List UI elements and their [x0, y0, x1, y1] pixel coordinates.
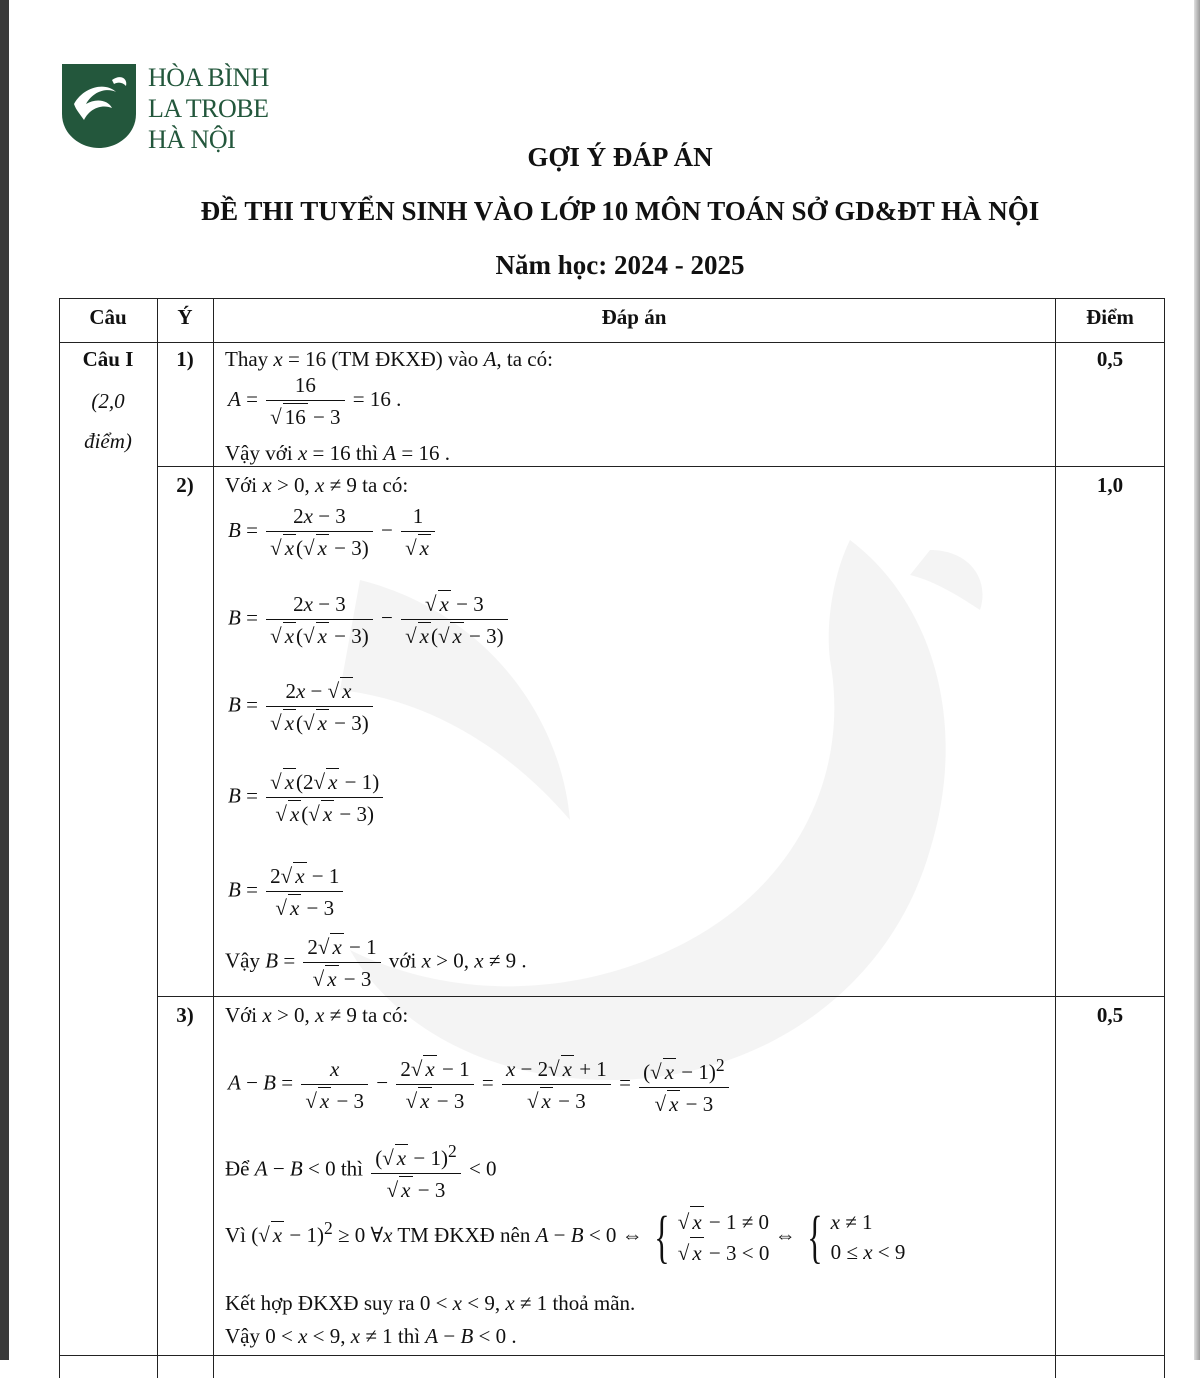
- table-border-top: [59, 298, 1165, 299]
- row-3-combine: Kết hợp ĐKXĐ suy ra 0 < x < 9, x ≠ 1 thoả mãn.: [225, 1291, 636, 1315]
- row-1-formula: A = $\frac{16}{√ 16 - 3}$ = 16 .: [228, 373, 402, 429]
- school-logo: [62, 62, 292, 152]
- row-2-conclusion: Vậy B = $\frac{2√ x - 1}{√ x - 3}$ với x > 0, x ≠ 9 .: [225, 935, 527, 991]
- section-points-a: (2,0: [91, 389, 125, 413]
- col-border-right: [1164, 298, 1165, 1378]
- row-divider-2: [157, 996, 1165, 997]
- row-3-reasoning: Vì (√ x − 1)$^2$ ≥ 0 ∀x TM ĐKXĐ nên A − B < 0 ⇔ { √ x − 1 ≠ 0 √ x − 3 < 0 ⇔ { x ≠ 1 0 ≤ x < 9: [225, 1204, 906, 1269]
- header-cau: Câu: [89, 305, 127, 329]
- document-subtitle: ĐỀ THI TUYỂN SINH VÀO LỚP 10 MÔN TOÁN SỞ GD&ĐT HÀ NỘI: [200, 196, 1040, 226]
- col-divider-1: [157, 298, 158, 1378]
- header-diem: Điểm: [1086, 305, 1134, 329]
- row-3-number: 3): [176, 1003, 194, 1027]
- header-y: Ý: [177, 305, 193, 329]
- row-1-line-1: Thay x = 16 (TM ĐKXĐ) vào A, ta có:: [225, 347, 553, 371]
- section-label: Câu I: [82, 347, 134, 371]
- row-2-condition: Với x > 0, x ≠ 9 ta có:: [225, 473, 409, 497]
- table-header-divider: [59, 342, 1165, 343]
- school-year: Năm học: 2024 - 2025: [495, 250, 745, 280]
- row-2-number: 2): [176, 473, 194, 497]
- section-points-b: điểm): [84, 429, 132, 453]
- row-divider-1: [157, 466, 1165, 467]
- table-border-bottom: [59, 1355, 1165, 1356]
- row-1-conclusion: Vậy với x = 16 thì A = 16 .: [225, 441, 450, 465]
- logo-line-1: HÒA BÌNH: [148, 63, 269, 92]
- col-border-left: [59, 298, 60, 1378]
- row-2-step-1: B = $\frac{2x - 3}{√ x(√ x - 3)}$ − $\frac{1}{√ x}$: [228, 503, 438, 561]
- shield-logo-icon: [62, 64, 136, 148]
- logo-line-3: HÀ NỘI: [148, 125, 236, 154]
- header-dap-an: Đáp án: [601, 305, 667, 329]
- row-2-step-2: B = $\frac{2x - 3}{√ x(√ x - 3)}$ − $\frac{√ x - 3}{√ x(√ x - 3)}$: [228, 590, 511, 649]
- col-divider-3: [1055, 298, 1056, 1378]
- row-2-step-3: B = $\frac{2x - √ x}{√ x(√ x - 3)}$: [228, 677, 376, 736]
- col-divider-2: [213, 298, 214, 1378]
- logo-line-2: LA TROBE: [148, 94, 269, 123]
- document-title: GỢI Ý ĐÁP ÁN: [527, 142, 713, 172]
- row-3-inequality: Để A − B < 0 thì $\frac{(√ x - 1)^2}{√ x - 3}$ < 0: [225, 1141, 497, 1202]
- row-3-conclusion: Vậy 0 < x < 9, x ≠ 1 thì A − B < 0 .: [225, 1324, 517, 1348]
- row-3-condition: Với x > 0, x ≠ 9 ta có:: [225, 1003, 409, 1027]
- row-3-difference: A − B = $\frac{x}{√ x - 3}$ − $\frac{2√ x - 1}{√ x - 3}$ = $\frac{x - 2√ x + 1}{√ x - 3}$ = $\frac{(√ x - 1)^2}{√ x - 3}$: [228, 1052, 732, 1117]
- row-3-points: 0,5: [1096, 1003, 1124, 1027]
- row-2-step-4: B = $\frac{√ x(2√ x - 1)}{√ x(√ x - 3)}$: [228, 768, 386, 827]
- row-2-points: 1,0: [1096, 473, 1124, 497]
- row-1-points: 0,5: [1096, 347, 1124, 371]
- row-1-number: 1): [176, 347, 194, 371]
- row-2-step-5: B = $\frac{2√ x - 1}{√ x - 3}$: [228, 862, 346, 921]
